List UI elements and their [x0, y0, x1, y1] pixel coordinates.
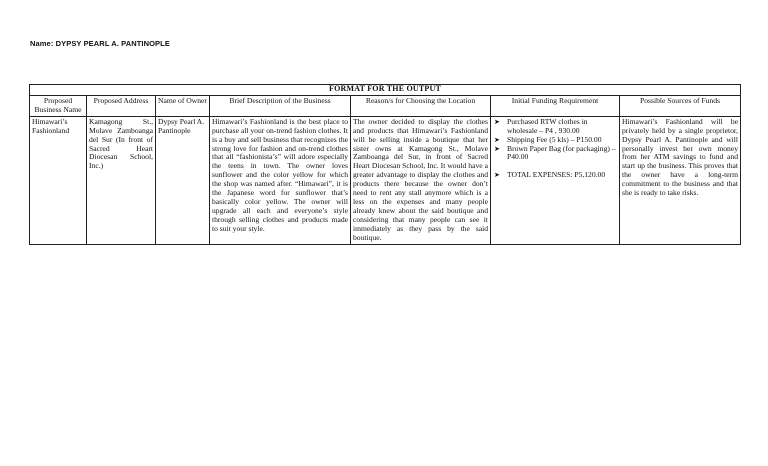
funding-total: ➤ TOTAL EXPENSES: P5,120.00 [494, 170, 606, 180]
arrow-bullet-icon: ➤ [494, 117, 500, 126]
output-format-table [29, 84, 741, 245]
funding-list [493, 118, 617, 180]
column-header-business-name: Proposed Business Name [30, 96, 87, 117]
cell-address: Kamagong St., Molave Zamboanga del Sur (In front of Sacred Heart Diocesan School, Inc.) [87, 116, 156, 244]
arrow-bullet-icon: ➤ [494, 171, 500, 180]
cell-description: Himawari’s Fashionland is the best place to purchase all your on-trend fashion clothes. It is a buy and sell business that recognizes the strong love for fashion and on-trend clothes that all “fashionista’s” will adore especially the teens in town. The owner loves sunflower and the color yellow for which the shop was named after. “Himawari”, it is the Japanese word for sunflower that’s basically color yellow. The owner will upgrade all each and everyone’s style through selling clothes and products made to suit your style. [210, 116, 351, 244]
table-header-row [30, 96, 741, 117]
cell-sources: Himawari’s Fashionland will be privately held by a single proprietor, Dypsy Pearl A. Pantinople and will personally invest her own money from her ATM savings to fund and start up the business. This proves that the owner have a long-term commitment to the business and that she is ready to take risks. [620, 116, 741, 244]
funding-item: ➤ Shipping Fee (5 kls) – P150.00 [494, 134, 602, 144]
cell-owner: Dypsy Pearl A. Pantinople [156, 116, 210, 244]
column-header-sources: Possible Sources of Funds [620, 96, 741, 117]
funding-item: ➤ Brown Paper Bag (for packaging) – P40.00 [494, 143, 616, 162]
student-name: Name: DYPSY PEARL A. PANTINOPLE [30, 39, 170, 48]
column-header-funding: Initial Funding Requirement [491, 96, 620, 117]
column-header-address: Proposed Address [87, 96, 156, 117]
column-header-description: Brief Description of the Business [210, 96, 351, 117]
cell-funding [491, 116, 620, 244]
table-row [30, 116, 741, 244]
cell-reasons: The owner decided to display the clothes and products that Himawari’s Fashionland will be selling inside a boutique that her sister owns at Kamagong St., Molave Zamboanga del Sur, in front of Sacred Heart Diocesan School, Inc. It would have a greater advantage to display the clothes and products there because the owner don’t need to rent any stall anymore which is a less on the expenses and many people already knew about the said boutique and considering that many people can see it immediately as they pass by the said boutique. [351, 116, 491, 244]
arrow-bullet-icon: ➤ [494, 144, 500, 153]
funding-item: ➤ Purchased RTW clothes in wholesale – P4 , 930.00 [494, 116, 588, 135]
cell-business-name: Himawari’s Fashionland [30, 116, 87, 244]
table-title: FORMAT FOR THE OUTPUT [30, 85, 741, 96]
column-header-owner: Name of Owner [156, 96, 210, 117]
arrow-bullet-icon: ➤ [494, 135, 500, 144]
column-header-reasons: Reason/s for Choosing the Location [351, 96, 491, 117]
